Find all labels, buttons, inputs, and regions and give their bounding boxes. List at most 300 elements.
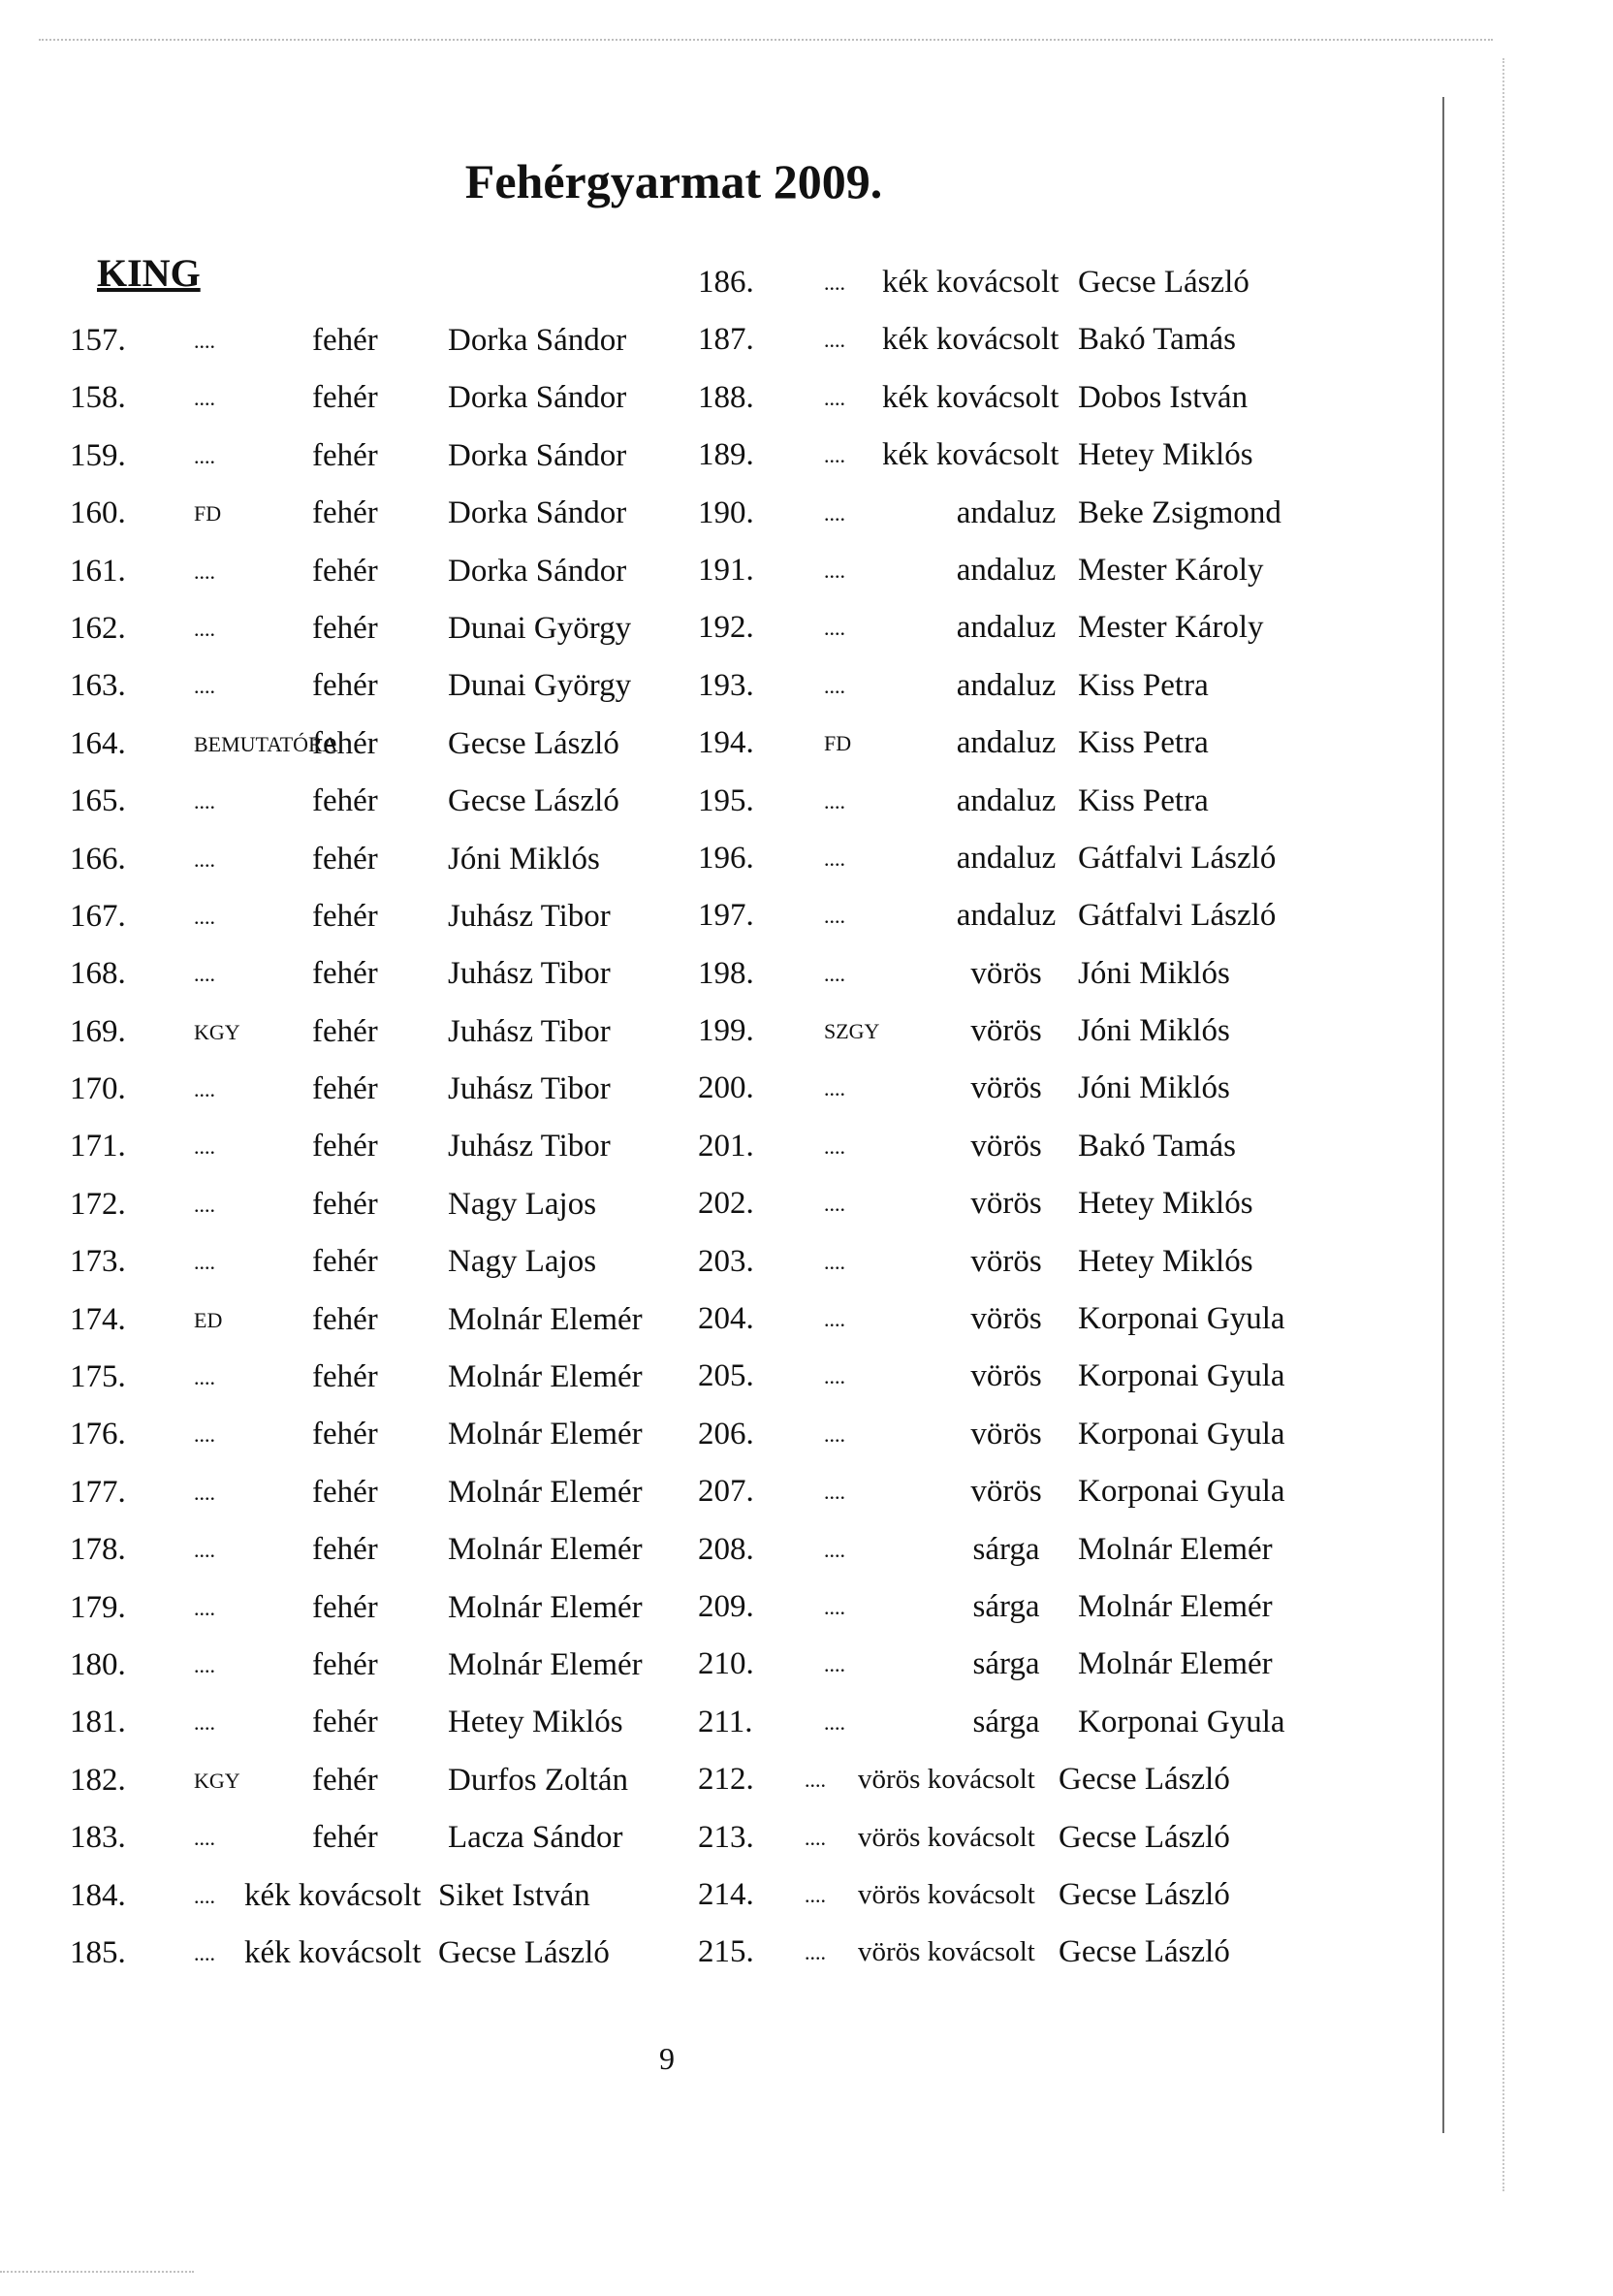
entry-owner: Nagy Lajos: [448, 1186, 597, 1222]
entry-owner: Juhász Tibor: [448, 898, 611, 934]
entry-color: fehér: [312, 1186, 378, 1222]
entry-owner: Gecse László: [1059, 1819, 1230, 1855]
entry-color: vörös: [970, 1416, 1042, 1451]
entry-color: fehér: [312, 1244, 378, 1280]
list-item: [70, 945, 671, 1003]
entry-owner: Molnár Elemér: [448, 1532, 643, 1568]
entry-owner: Mester Károly: [1078, 552, 1264, 588]
list-item: [698, 830, 1318, 887]
entry-mark: ....: [824, 1076, 845, 1101]
entry-owner: Molnár Elemér: [448, 1474, 643, 1510]
entry-number: 215.: [698, 1934, 754, 1970]
entry-mark: ....: [194, 674, 215, 699]
entry-owner: Dorka Sándor: [448, 380, 627, 416]
entry-mark: ....: [194, 962, 215, 987]
entry-mark: ....: [194, 1365, 215, 1390]
list-item: [70, 1061, 671, 1118]
entry-owner: Gecse László: [448, 725, 619, 761]
entry-mark: ....: [194, 846, 215, 872]
entry-owner: Molnár Elemér: [448, 1646, 643, 1682]
entry-color: fehér: [312, 1589, 378, 1625]
entry-color: fehér: [312, 841, 378, 877]
entry-mark: ....: [824, 1192, 845, 1217]
entry-owner: Hetey Miklós: [1078, 1243, 1253, 1279]
entry-color: fehér: [312, 1705, 378, 1740]
entry-number: 203.: [698, 1243, 754, 1279]
entry-owner: Hetey Miklós: [1078, 437, 1253, 473]
entry-color: vörös: [970, 1070, 1042, 1106]
entry-number: 170.: [70, 1071, 126, 1107]
entry-number: 163.: [70, 668, 126, 704]
list-item: [698, 1924, 1318, 1981]
entry-mark: ....: [805, 1825, 826, 1850]
entry-mark: ....: [824, 845, 845, 871]
entry-owner: Korponai Gyula: [1078, 1301, 1285, 1337]
entry-color: fehér: [312, 495, 378, 531]
entry-owner: Juhász Tibor: [448, 1071, 611, 1107]
entry-owner: Korponai Gyula: [1078, 1358, 1285, 1394]
entry-owner: Gecse László: [448, 783, 619, 819]
list-item: [70, 600, 671, 657]
entry-owner: Korponai Gyula: [1078, 1704, 1285, 1739]
list-item: [698, 1578, 1318, 1636]
entry-number: 213.: [698, 1819, 754, 1855]
entry-mark: ....: [194, 1595, 215, 1620]
entry-number: 192.: [698, 610, 754, 646]
entry-mark: ....: [824, 1133, 845, 1159]
entry-number: 180.: [70, 1646, 126, 1682]
entry-mark: SZGY: [824, 1019, 880, 1044]
entry-number: 202.: [698, 1186, 754, 1222]
entry-color: vörös: [970, 1358, 1042, 1394]
entry-color: fehér: [312, 1532, 378, 1568]
entry-mark: ....: [194, 1077, 215, 1102]
entry-mark: ....: [824, 328, 845, 353]
entry-color: fehér: [312, 1301, 378, 1337]
entry-mark: ....: [824, 1480, 845, 1505]
entry-owner: Kiss Petra: [1078, 725, 1209, 761]
entry-number: 160.: [70, 495, 126, 531]
entry-number: 178.: [70, 1532, 126, 1568]
entry-owner: Gecse László: [438, 1934, 610, 1970]
entry-mark: ....: [194, 1250, 215, 1275]
entry-owner: Molnár Elemér: [448, 1359, 643, 1395]
entry-mark: ....: [194, 443, 215, 468]
entry-color: fehér: [312, 668, 378, 704]
entry-mark: ....: [824, 385, 845, 410]
entry-number: 200.: [698, 1070, 754, 1106]
entry-owner: Kiss Petra: [1078, 782, 1209, 818]
entry-number: 198.: [698, 955, 754, 991]
list-item: [70, 312, 671, 369]
entry-color: fehér: [312, 437, 378, 473]
entry-color: sárga: [972, 1704, 1040, 1739]
entry-owner: Molnár Elemér: [1078, 1588, 1273, 1624]
list-item: [698, 311, 1318, 368]
list-item: [70, 428, 671, 485]
entry-number: 210.: [698, 1646, 754, 1682]
entry-color: andaluz: [956, 725, 1057, 761]
entry-number: 167.: [70, 898, 126, 934]
list-item: [698, 427, 1318, 484]
list-item: [70, 831, 671, 888]
entry-color: andaluz: [956, 552, 1057, 588]
right-column: [698, 254, 1318, 1982]
entry-mark: ....: [824, 500, 845, 526]
entry-number: 204.: [698, 1301, 754, 1337]
entry-color: fehér: [312, 1762, 378, 1798]
entry-number: 193.: [698, 667, 754, 703]
entry-color: vörös: [970, 1013, 1042, 1049]
entry-color: kék kovácsolt: [882, 265, 1060, 300]
entry-mark: ....: [824, 1709, 845, 1735]
entry-color: fehér: [312, 1417, 378, 1452]
entry-mark: ....: [824, 1421, 845, 1447]
list-item: [70, 485, 671, 542]
entry-number: 206.: [698, 1416, 754, 1451]
list-item: [70, 369, 671, 427]
entry-number: 199.: [698, 1013, 754, 1049]
entry-owner: Jóni Miklós: [1078, 1013, 1230, 1049]
section-heading: KING: [97, 251, 201, 295]
list-item: [698, 1521, 1318, 1578]
list-item: [698, 1003, 1318, 1060]
list-item: [698, 1636, 1318, 1693]
list-item: [70, 1406, 671, 1463]
entry-color: vörös: [970, 1186, 1042, 1222]
entry-mark: ....: [194, 789, 215, 814]
entry-color: kék kovácsolt: [244, 1877, 422, 1913]
entry-owner: Dorka Sándor: [448, 495, 627, 531]
entry-color: fehér: [312, 725, 378, 761]
entry-owner: Molnár Elemér: [1078, 1531, 1273, 1567]
entry-mark: ....: [194, 904, 215, 929]
list-item: [698, 1118, 1318, 1175]
page-number: 9: [659, 2041, 675, 2076]
entry-owner: Bakó Tamás: [1078, 1128, 1236, 1164]
entry-mark: ....: [194, 558, 215, 584]
entry-owner: Juhász Tibor: [448, 1013, 611, 1049]
list-item: [698, 657, 1318, 715]
list-item: [698, 599, 1318, 656]
entry-mark: ....: [805, 1882, 826, 1907]
entry-number: 159.: [70, 437, 126, 473]
entry-number: 169.: [70, 1013, 126, 1049]
entry-color: vörös kovácsolt: [858, 1936, 1035, 1968]
entry-color: andaluz: [956, 494, 1057, 530]
list-item: [698, 1406, 1318, 1463]
entry-owner: Gecse László: [1059, 1876, 1230, 1912]
entry-number: 196.: [698, 840, 754, 876]
entry-color: fehér: [312, 1129, 378, 1164]
entry-number: 162.: [70, 610, 126, 646]
entry-number: 165.: [70, 783, 126, 819]
list-item: [70, 543, 671, 600]
entry-owner: Gátfalvi László: [1078, 840, 1277, 876]
entry-mark: ....: [194, 1940, 215, 1965]
entry-owner: Kiss Petra: [1078, 667, 1209, 703]
entry-mark: ....: [194, 616, 215, 641]
entry-owner: Dobos István: [1078, 379, 1249, 415]
entry-owner: Juhász Tibor: [448, 1129, 611, 1164]
list-item: [698, 887, 1318, 944]
list-item: [698, 1348, 1318, 1405]
entry-color: vörös: [970, 1301, 1042, 1337]
entry-owner: Dorka Sándor: [448, 323, 627, 358]
entry-number: 181.: [70, 1705, 126, 1740]
entry-number: 186.: [698, 265, 754, 300]
entry-owner: Molnár Elemér: [1078, 1646, 1273, 1682]
entry-owner: Molnár Elemér: [448, 1301, 643, 1337]
entry-mark: KGY: [194, 1019, 240, 1044]
entry-color: fehér: [312, 1474, 378, 1510]
list-item: [698, 715, 1318, 772]
entry-color: fehér: [312, 323, 378, 358]
entry-owner: Durfos Zoltán: [448, 1762, 629, 1798]
entry-color: andaluz: [956, 840, 1057, 876]
entry-owner: Jóni Miklós: [1078, 1070, 1230, 1106]
entry-mark: ....: [194, 329, 215, 353]
entry-owner: Gecse László: [1078, 265, 1249, 300]
entry-number: 188.: [698, 379, 754, 415]
entry-number: 174.: [70, 1301, 126, 1337]
entry-mark: ....: [824, 271, 845, 295]
scan-right-edge: [1502, 58, 1504, 2191]
entry-number: 173.: [70, 1244, 126, 1280]
entry-mark: ....: [824, 558, 845, 583]
entry-number: 168.: [70, 956, 126, 992]
entry-color: vörös: [970, 1243, 1042, 1279]
entry-number: 208.: [698, 1531, 754, 1567]
entry-number: 177.: [70, 1474, 126, 1510]
entry-color: kék kovácsolt: [882, 322, 1060, 358]
entry-owner: Dunai György: [448, 610, 632, 646]
list-item: [70, 1292, 671, 1349]
entry-color: andaluz: [956, 898, 1057, 934]
entry-number: 211.: [698, 1704, 753, 1739]
entry-number: 176.: [70, 1417, 126, 1452]
entry-color: kék kovácsolt: [244, 1934, 422, 1970]
entry-color: andaluz: [956, 667, 1057, 703]
entry-number: 179.: [70, 1589, 126, 1625]
entry-mark: ....: [824, 673, 845, 698]
entry-mark: ....: [194, 1480, 215, 1505]
entry-mark: ....: [824, 1594, 845, 1619]
entry-number: 190.: [698, 494, 754, 530]
list-item: [698, 1809, 1318, 1866]
scan-bottom-edge: [0, 2271, 194, 2273]
list-item: [70, 1349, 671, 1406]
entry-color: sárga: [972, 1588, 1040, 1624]
list-item: [698, 1233, 1318, 1291]
entry-number: 161.: [70, 553, 126, 589]
entry-owner: Bakó Tamás: [1078, 322, 1236, 358]
entry-color: fehér: [312, 783, 378, 819]
entry-number: 201.: [698, 1128, 754, 1164]
page-title: Fehérgyarmat 2009.: [464, 154, 883, 208]
list-item: [698, 542, 1318, 599]
list-item: [70, 1176, 671, 1233]
list-item: [698, 1751, 1318, 1808]
entry-mark: ....: [805, 1768, 826, 1793]
entry-owner: Juhász Tibor: [448, 956, 611, 992]
entry-owner: Dunai György: [448, 668, 632, 704]
list-item: [698, 369, 1318, 427]
entry-owner: Gátfalvi László: [1078, 898, 1277, 934]
entry-color: vörös kovácsolt: [858, 1821, 1035, 1853]
entry-number: 187.: [698, 322, 754, 358]
entry-mark: ....: [824, 1249, 845, 1274]
list-item: [70, 1752, 671, 1809]
entry-mark: ....: [824, 961, 845, 986]
entry-color: andaluz: [956, 782, 1057, 818]
entry-number: 209.: [698, 1588, 754, 1624]
entry-number: 175.: [70, 1359, 126, 1395]
entry-mark: FD: [194, 501, 222, 526]
entry-mark: FD: [824, 731, 852, 756]
list-item: [70, 1925, 671, 1982]
entry-owner: Molnár Elemér: [448, 1417, 643, 1452]
entry-color: fehér: [312, 1013, 378, 1049]
entry-number: 184.: [70, 1877, 126, 1913]
entry-owner: Mester Károly: [1078, 610, 1264, 646]
entry-owner: Gecse László: [1059, 1762, 1230, 1798]
list-item: [698, 1060, 1318, 1117]
list-item: [698, 1694, 1318, 1751]
entry-number: 207.: [698, 1474, 754, 1510]
entry-color: fehér: [312, 380, 378, 416]
entry-number: 191.: [698, 552, 754, 588]
entry-mark: ....: [824, 1364, 845, 1389]
entry-mark: ....: [824, 1307, 845, 1332]
list-item: [698, 254, 1318, 311]
entry-number: 197.: [698, 898, 754, 934]
entry-mark: ....: [824, 443, 845, 468]
entry-number: 214.: [698, 1876, 754, 1912]
entry-mark: ....: [194, 1710, 215, 1736]
list-item: [70, 1694, 671, 1751]
entry-mark: ....: [824, 788, 845, 813]
list-item: [698, 1291, 1318, 1348]
list-item: [70, 1233, 671, 1291]
list-item: [70, 1464, 671, 1521]
list-item: [70, 716, 671, 773]
entry-list-left: [70, 312, 671, 1982]
entry-number: 171.: [70, 1129, 126, 1164]
entry-owner: Siket István: [438, 1877, 590, 1913]
list-item: [70, 1579, 671, 1637]
list-item: [698, 1175, 1318, 1232]
entry-mark: ....: [194, 1192, 215, 1217]
entry-mark: ....: [194, 1883, 215, 1908]
entry-mark: ....: [824, 1537, 845, 1562]
list-item: [698, 1463, 1318, 1520]
entry-number: 185.: [70, 1934, 126, 1970]
list-item: [70, 1867, 671, 1925]
entry-owner: Jóni Miklós: [1078, 955, 1230, 991]
entry-color: kék kovácsolt: [882, 437, 1060, 473]
entry-number: 212.: [698, 1762, 754, 1798]
entry-number: 164.: [70, 725, 126, 761]
entry-number: 172.: [70, 1186, 126, 1222]
entry-mark: ....: [824, 1652, 845, 1677]
entry-color: vörös kovácsolt: [858, 1764, 1035, 1796]
entry-owner: Hetey Miklós: [448, 1705, 623, 1740]
entry-color: fehér: [312, 1820, 378, 1856]
scan-top-edge: [39, 39, 1493, 41]
entry-owner: Dorka Sándor: [448, 437, 627, 473]
entry-color: fehér: [312, 956, 378, 992]
entry-owner: Nagy Lajos: [448, 1244, 597, 1280]
entry-mark: BEMUTATÓRA: [194, 731, 338, 756]
entry-owner: Dorka Sándor: [448, 553, 627, 589]
list-item: [70, 1521, 671, 1578]
entry-mark: ....: [194, 1826, 215, 1851]
entry-owner: Gecse László: [1059, 1934, 1230, 1970]
entry-owner: Lacza Sándor: [448, 1820, 623, 1856]
entry-mark: ....: [194, 386, 215, 411]
list-item: [70, 657, 671, 715]
left-column: [70, 312, 671, 1982]
list-item: [70, 1809, 671, 1866]
list-item: [70, 1637, 671, 1694]
entry-list-right: [698, 254, 1318, 1982]
entry-color: fehér: [312, 1646, 378, 1682]
entry-number: 182.: [70, 1762, 126, 1798]
entry-number: 189.: [698, 437, 754, 473]
entry-number: 194.: [698, 725, 754, 761]
list-item: [698, 1866, 1318, 1924]
entry-number: 205.: [698, 1358, 754, 1394]
entry-mark: ....: [194, 1538, 215, 1563]
entry-owner: Korponai Gyula: [1078, 1474, 1285, 1510]
entry-number: 195.: [698, 782, 754, 818]
list-item: [698, 485, 1318, 542]
entry-mark: ....: [824, 904, 845, 929]
entry-mark: ....: [805, 1940, 826, 1965]
entry-mark: ....: [824, 616, 845, 641]
list-item: [698, 773, 1318, 830]
entry-mark: KGY: [194, 1768, 240, 1793]
list-item: [70, 888, 671, 945]
entry-color: vörös kovácsolt: [858, 1878, 1035, 1910]
entry-owner: Beke Zsigmond: [1078, 494, 1281, 530]
entry-mark: ....: [194, 1422, 215, 1448]
entry-color: fehér: [312, 1359, 378, 1395]
entry-number: 183.: [70, 1820, 126, 1856]
entry-owner: Molnár Elemér: [448, 1589, 643, 1625]
entry-color: fehér: [312, 1071, 378, 1107]
list-item: [70, 1118, 671, 1175]
entry-color: vörös: [970, 955, 1042, 991]
entry-color: sárga: [972, 1646, 1040, 1682]
entry-color: vörös: [970, 1474, 1042, 1510]
entry-color: fehér: [312, 610, 378, 646]
list-item: [70, 773, 671, 830]
entry-color: fehér: [312, 898, 378, 934]
scan-right-border: [1442, 97, 1444, 2133]
entry-number: 166.: [70, 841, 126, 877]
entry-color: sárga: [972, 1531, 1040, 1567]
entry-number: 158.: [70, 380, 126, 416]
entry-color: andaluz: [956, 610, 1057, 646]
entry-mark: ....: [194, 1134, 215, 1160]
entry-mark: ....: [194, 1652, 215, 1677]
entry-mark: ED: [194, 1307, 223, 1332]
entry-owner: Korponai Gyula: [1078, 1416, 1285, 1451]
entry-number: 157.: [70, 323, 126, 358]
entry-color: kék kovácsolt: [882, 379, 1060, 415]
